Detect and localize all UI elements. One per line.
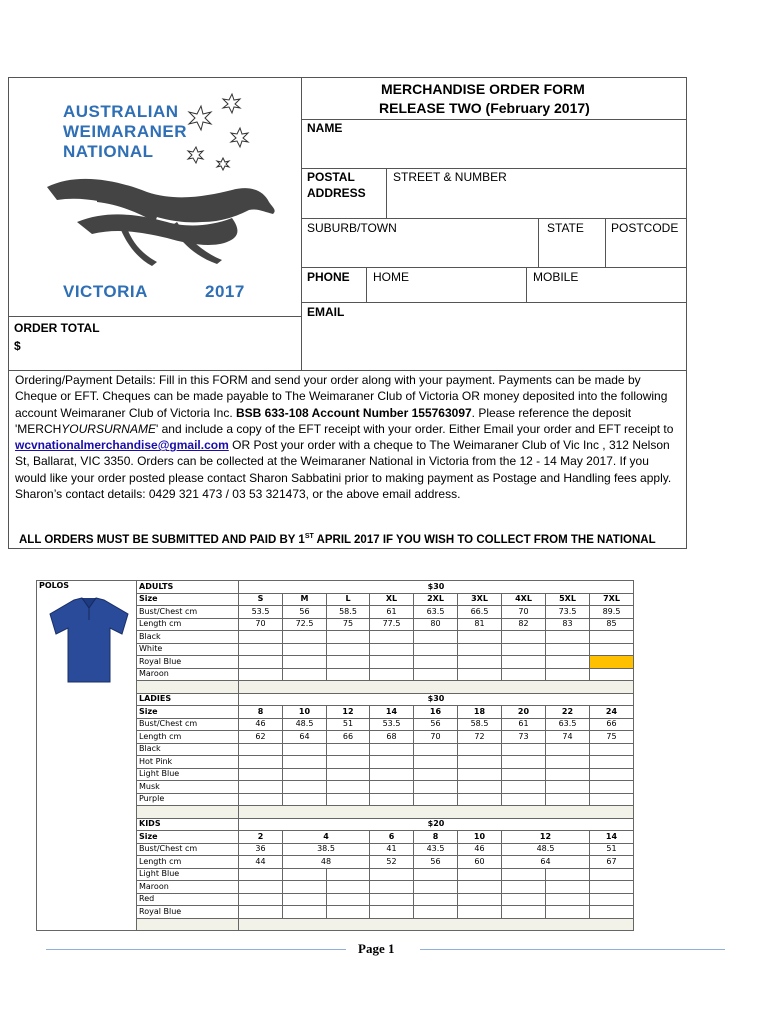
adults-qty-input[interactable] <box>327 668 370 681</box>
adults-length-3: 77.5 <box>370 618 414 631</box>
kids-length-6: 67 <box>590 856 634 869</box>
ladies-length-0: 62 <box>239 731 283 744</box>
adults-qty-input[interactable] <box>283 631 327 644</box>
kids-bust-1: 38.5 <box>283 843 370 856</box>
adults-colour-label: Maroon <box>137 668 239 681</box>
adults-qty-input[interactable] <box>370 643 414 656</box>
kids-colour-label: Red <box>137 893 239 906</box>
street-field[interactable] <box>387 184 687 217</box>
ladies-qty-input[interactable] <box>283 781 327 794</box>
section-gap <box>239 918 634 931</box>
suburb-label: SUBURB/TOWN <box>307 221 397 235</box>
adults-size-5: 3XL <box>458 593 502 606</box>
ladies-qty-input[interactable] <box>414 768 458 781</box>
adults-length-label: Length cm <box>137 618 239 631</box>
adults-bust-3: 61 <box>370 606 414 619</box>
ladies-length-6: 73 <box>502 731 546 744</box>
kids-qty-input[interactable] <box>458 893 502 906</box>
kids-qty-input[interactable] <box>370 893 414 906</box>
kids-qty-input[interactable] <box>414 868 458 881</box>
state-field[interactable] <box>539 236 605 266</box>
section-gap <box>137 681 239 694</box>
ladies-qty-input[interactable] <box>458 768 502 781</box>
kids-size-5: 12 <box>502 831 590 844</box>
ladies-qty-input[interactable] <box>239 793 283 806</box>
kids-bust-0: 36 <box>239 843 283 856</box>
kids-size-0: 2 <box>239 831 283 844</box>
adults-size-label: Size <box>137 593 239 606</box>
adults-length-6: 82 <box>502 618 546 631</box>
deadline-text-b: APRIL 2017 IF YOU WISH TO COLLECT FROM THE NATIONAL <box>313 533 656 546</box>
ladies-qty-input[interactable] <box>546 743 590 756</box>
star-icon <box>188 147 203 163</box>
section-gap <box>137 806 239 819</box>
ladies-colour-label: Purple <box>137 793 239 806</box>
adults-length-4: 80 <box>414 618 458 631</box>
ladies-qty-input[interactable] <box>239 743 283 756</box>
adults-qty-input[interactable] <box>458 643 502 656</box>
ladies-qty-input[interactable] <box>327 781 370 794</box>
logo-victoria: VICTORIA <box>63 282 148 301</box>
adults-qty-input[interactable] <box>370 656 414 669</box>
adults-bust-6: 70 <box>502 606 546 619</box>
state-label: STATE <box>547 221 584 235</box>
ladies-length-3: 68 <box>370 731 414 744</box>
ladies-size-3: 14 <box>370 706 414 719</box>
kids-qty-input[interactable] <box>502 881 546 894</box>
kids-size-4: 10 <box>458 831 502 844</box>
polos-label: POLOS <box>37 581 137 931</box>
order-form-header <box>8 77 687 549</box>
adults-qty-input[interactable] <box>590 643 634 656</box>
kids-size-1: 4 <box>283 831 370 844</box>
kids-qty-input[interactable] <box>327 893 370 906</box>
page-number: Page 1 <box>358 941 395 956</box>
ladies-size-5: 18 <box>458 706 502 719</box>
ladies-size-4: 16 <box>414 706 458 719</box>
adults-qty-input[interactable] <box>239 656 283 669</box>
ladies-size-6: 20 <box>502 706 546 719</box>
kids-qty-input[interactable] <box>414 893 458 906</box>
postcode-label: POSTCODE <box>611 221 679 235</box>
ladies-colour-label: Musk <box>137 781 239 794</box>
adults-price: $30 <box>239 581 634 594</box>
adults-qty-input[interactable] <box>546 668 590 681</box>
kids-length-4: 60 <box>458 856 502 869</box>
phone-label: PHONE <box>307 270 350 284</box>
bank-details: BSB 633-108 Account Number 155763097 <box>236 405 472 420</box>
adults-bust-5: 66.5 <box>458 606 502 619</box>
adults-qty-input[interactable] <box>546 643 590 656</box>
kids-qty-input[interactable] <box>370 881 414 894</box>
kids-colour-label: Royal Blue <box>137 906 239 919</box>
ladies-qty-input[interactable] <box>327 793 370 806</box>
adults-qty-input[interactable] <box>370 668 414 681</box>
ladies-bust-2: 51 <box>327 718 370 731</box>
kids-qty-input[interactable] <box>327 906 370 919</box>
ladies-qty-input[interactable] <box>502 768 546 781</box>
star-icon <box>231 128 248 147</box>
email-label: EMAIL <box>307 305 345 319</box>
ladies-qty-input[interactable] <box>327 768 370 781</box>
ladies-qty-input[interactable] <box>546 781 590 794</box>
kids-qty-input[interactable] <box>414 881 458 894</box>
mobile-phone-field[interactable] <box>579 268 687 301</box>
adults-length-0: 70 <box>239 618 283 631</box>
kids-qty-input[interactable] <box>327 881 370 894</box>
kids-qty-input[interactable] <box>283 868 327 881</box>
ladies-qty-input[interactable] <box>414 756 458 769</box>
adults-qty-input[interactable] <box>502 631 546 644</box>
ladies-qty-input[interactable] <box>590 768 634 781</box>
adults-length-8: 85 <box>590 618 634 631</box>
kids-bust-2: 41 <box>370 843 414 856</box>
name-field[interactable] <box>349 120 687 167</box>
adults-qty-input[interactable] <box>590 668 634 681</box>
kids-length-1: 48 <box>283 856 370 869</box>
ladies-qty-input[interactable] <box>590 781 634 794</box>
deadline-sup: ST <box>304 533 314 540</box>
kids-qty-input[interactable] <box>590 906 634 919</box>
adults-bust-7: 73.5 <box>546 606 590 619</box>
kids-qty-input[interactable] <box>502 893 546 906</box>
adults-qty-input[interactable] <box>414 631 458 644</box>
ladies-bust-label: Bust/Chest cm <box>137 718 239 731</box>
adults-title: ADULTS <box>137 581 239 594</box>
adults-qty-input[interactable] <box>502 643 546 656</box>
kids-qty-input[interactable] <box>458 881 502 894</box>
dog-illustration <box>37 92 287 277</box>
logo-line-3: NATIONAL <box>63 142 154 161</box>
star-icon <box>217 158 229 170</box>
ladies-qty-input[interactable] <box>458 781 502 794</box>
form-subtitle: RELEASE TWO (February 2017) <box>379 100 590 116</box>
payment-text-3: ' and include a copy of the EFT receipt with your order. Either Email your order and EFT receipt to <box>155 421 674 436</box>
adults-qty-input[interactable] <box>458 631 502 644</box>
adults-qty-input[interactable] <box>502 668 546 681</box>
polo-shirt-image <box>44 596 134 684</box>
adults-colour-label: White <box>137 643 239 656</box>
adults-length-2: 75 <box>327 618 370 631</box>
adults-size-6: 4XL <box>502 593 546 606</box>
ladies-bust-7: 63.5 <box>546 718 590 731</box>
adults-bust-8: 89.5 <box>590 606 634 619</box>
kids-bust-6: 51 <box>590 843 634 856</box>
ladies-qty-input[interactable] <box>458 793 502 806</box>
ladies-size-8: 24 <box>590 706 634 719</box>
name-label: NAME <box>307 121 343 135</box>
adults-qty-input[interactable] <box>546 631 590 644</box>
ladies-title: LADIES <box>137 693 239 706</box>
adults-qty-input[interactable] <box>327 643 370 656</box>
email-field[interactable] <box>302 320 687 369</box>
reference-name: YOURSURNAME <box>61 421 156 436</box>
ladies-qty-input[interactable] <box>283 743 327 756</box>
adults-qty-input[interactable] <box>458 668 502 681</box>
ladies-size-7: 22 <box>546 706 590 719</box>
kids-qty-input[interactable] <box>283 893 327 906</box>
ladies-qty-input[interactable] <box>590 793 634 806</box>
ladies-size-0: 8 <box>239 706 283 719</box>
kids-price: $20 <box>239 818 634 831</box>
kids-length-label: Length cm <box>137 856 239 869</box>
kids-size-6: 14 <box>590 831 634 844</box>
kids-length-5: 64 <box>502 856 590 869</box>
kids-qty-input[interactable] <box>239 881 283 894</box>
kids-qty-input[interactable] <box>327 868 370 881</box>
ladies-colour-label: Hot Pink <box>137 756 239 769</box>
ladies-qty-input[interactable] <box>239 768 283 781</box>
ladies-qty-input[interactable] <box>546 768 590 781</box>
street-label: STREET & NUMBER <box>393 170 507 184</box>
kids-size-label: Size <box>137 831 239 844</box>
ladies-qty-input[interactable] <box>283 768 327 781</box>
ladies-length-4: 70 <box>414 731 458 744</box>
adults-qty-input[interactable] <box>239 631 283 644</box>
kids-bust-5: 48.5 <box>502 843 590 856</box>
ladies-qty-input[interactable] <box>502 756 546 769</box>
ladies-size-1: 10 <box>283 706 327 719</box>
kids-colour-label: Maroon <box>137 881 239 894</box>
ladies-length-7: 74 <box>546 731 590 744</box>
ladies-bust-0: 46 <box>239 718 283 731</box>
adults-qty-input[interactable] <box>327 656 370 669</box>
kids-length-3: 56 <box>414 856 458 869</box>
ladies-price: $30 <box>239 693 634 706</box>
ladies-size-label: Size <box>137 706 239 719</box>
kids-qty-input[interactable] <box>239 868 283 881</box>
adults-qty-input[interactable] <box>239 668 283 681</box>
kids-qty-input[interactable] <box>370 906 414 919</box>
postcode-field[interactable] <box>606 236 687 266</box>
section-gap <box>239 681 634 694</box>
adults-bust-1: 56 <box>283 606 327 619</box>
adults-qty-input[interactable] <box>239 643 283 656</box>
adults-qty-input[interactable] <box>283 656 327 669</box>
home-label: HOME <box>373 270 409 284</box>
adults-size-0: S <box>239 593 283 606</box>
ladies-qty-input[interactable] <box>458 743 502 756</box>
kids-bust-label: Bust/Chest cm <box>137 843 239 856</box>
ladies-length-8: 75 <box>590 731 634 744</box>
adults-bust-label: Bust/Chest cm <box>137 606 239 619</box>
postal-label-1: POSTAL <box>307 170 355 184</box>
payment-text-4: OR Post your order with a cheque to The Weimaraner Club of Vic Inc , 312 Nelson St, Ballarat, VIC 3350. Orders can be collected at the Weimaraner National in Victoria from the 12 - 14 May 2017. If you would like your order posted please contact Sharon Sabbatini prior to making payment as Postage and Handling fees apply. Sharon’s contact details: 0429 321 473 / 03 53 321473, or the above email address. <box>15 438 672 502</box>
kids-bust-3: 43.5 <box>414 843 458 856</box>
ladies-qty-input[interactable] <box>414 781 458 794</box>
ladies-bust-4: 56 <box>414 718 458 731</box>
adults-size-2: L <box>327 593 370 606</box>
adults-size-8: 7XL <box>590 593 634 606</box>
adults-qty-input[interactable] <box>283 668 327 681</box>
kids-qty-input[interactable] <box>239 893 283 906</box>
adults-qty-input[interactable] <box>370 631 414 644</box>
adults-colour-label: Royal Blue <box>137 656 239 669</box>
ladies-qty-input[interactable] <box>370 768 414 781</box>
ladies-colour-label: Light Blue <box>137 768 239 781</box>
ladies-length-2: 66 <box>327 731 370 744</box>
adults-length-5: 81 <box>458 618 502 631</box>
kids-qty-input[interactable] <box>414 906 458 919</box>
kids-qty-input[interactable] <box>546 906 590 919</box>
adults-qty-input[interactable] <box>590 631 634 644</box>
ladies-qty-input[interactable] <box>546 793 590 806</box>
ladies-qty-input[interactable] <box>414 793 458 806</box>
ladies-qty-input[interactable] <box>283 793 327 806</box>
postal-label-2: ADDRESS <box>307 186 366 200</box>
mobile-label: MOBILE <box>533 270 579 284</box>
ladies-qty-input[interactable] <box>283 756 327 769</box>
kids-colour-label: Light Blue <box>137 868 239 881</box>
kids-qty-input[interactable] <box>546 881 590 894</box>
ladies-bust-8: 66 <box>590 718 634 731</box>
ladies-qty-input[interactable] <box>502 793 546 806</box>
star-icon <box>189 106 211 130</box>
club-logo <box>37 92 287 302</box>
ladies-qty-input[interactable] <box>370 793 414 806</box>
ladies-length-5: 72 <box>458 731 502 744</box>
kids-qty-input[interactable] <box>283 881 327 894</box>
kids-qty-input[interactable] <box>370 868 414 881</box>
ladies-qty-input[interactable] <box>327 756 370 769</box>
ladies-length-label: Length cm <box>137 731 239 744</box>
kids-size-2: 6 <box>370 831 414 844</box>
ladies-qty-input[interactable] <box>502 743 546 756</box>
kids-qty-input[interactable] <box>502 868 546 881</box>
payment-text-2: . Please reference the deposit 'MERCH <box>15 405 632 436</box>
kids-length-2: 52 <box>370 856 414 869</box>
ladies-size-2: 12 <box>327 706 370 719</box>
adults-qty-input[interactable] <box>327 631 370 644</box>
ladies-qty-input[interactable] <box>239 781 283 794</box>
section-gap <box>137 918 239 931</box>
ladies-qty-input[interactable] <box>370 756 414 769</box>
adults-length-7: 83 <box>546 618 590 631</box>
kids-qty-input[interactable] <box>239 906 283 919</box>
adults-qty-input[interactable] <box>414 668 458 681</box>
kids-length-0: 44 <box>239 856 283 869</box>
adults-qty-input[interactable] <box>283 643 327 656</box>
kids-bust-4: 46 <box>458 843 502 856</box>
adults-qty-input[interactable] <box>502 656 546 669</box>
ladies-bust-6: 61 <box>502 718 546 731</box>
adults-qty-input[interactable] <box>414 656 458 669</box>
ladies-qty-input[interactable] <box>458 756 502 769</box>
adults-qty-input[interactable] <box>590 656 634 669</box>
ladies-bust-5: 58.5 <box>458 718 502 731</box>
kids-qty-input[interactable] <box>590 868 634 881</box>
kids-qty-input[interactable] <box>283 906 327 919</box>
order-total-label: ORDER TOTAL <box>14 321 100 335</box>
star-icon <box>223 94 240 113</box>
merch-email-link[interactable]: wcvnationalmerchandise@gmail.com <box>15 438 229 453</box>
home-phone-field[interactable] <box>409 268 525 301</box>
ladies-qty-input[interactable] <box>370 743 414 756</box>
ladies-bust-3: 53.5 <box>370 718 414 731</box>
ladies-colour-label: Black <box>137 743 239 756</box>
deadline-text-a: ALL ORDERS MUST BE SUBMITTED AND PAID BY 1 <box>19 533 305 546</box>
adults-size-1: M <box>283 593 327 606</box>
adults-size-4: 2XL <box>414 593 458 606</box>
adults-size-3: XL <box>370 593 414 606</box>
ladies-qty-input[interactable] <box>590 756 634 769</box>
adults-bust-0: 53.5 <box>239 606 283 619</box>
adults-qty-input[interactable] <box>546 656 590 669</box>
adults-size-7: 5XL <box>546 593 590 606</box>
kids-qty-input[interactable] <box>546 893 590 906</box>
kids-qty-input[interactable] <box>458 868 502 881</box>
form-title: MERCHANDISE ORDER FORM <box>381 81 585 97</box>
adults-length-1: 72.5 <box>283 618 327 631</box>
kids-qty-input[interactable] <box>590 881 634 894</box>
logo-line-1: AUSTRALIAN <box>63 102 179 121</box>
ladies-qty-input[interactable] <box>327 743 370 756</box>
ladies-qty-input[interactable] <box>502 781 546 794</box>
section-gap <box>239 806 634 819</box>
payment-details <box>15 372 681 502</box>
kids-qty-input[interactable] <box>546 868 590 881</box>
kids-qty-input[interactable] <box>502 906 546 919</box>
kids-title: KIDS <box>137 818 239 831</box>
logo-line-2: WEIMARANER <box>63 122 187 141</box>
ladies-qty-input[interactable] <box>546 756 590 769</box>
suburb-field[interactable] <box>302 236 538 266</box>
ladies-qty-input[interactable] <box>370 781 414 794</box>
kids-size-3: 8 <box>414 831 458 844</box>
ladies-length-1: 64 <box>283 731 327 744</box>
ladies-qty-input[interactable] <box>590 743 634 756</box>
kids-qty-input[interactable] <box>590 893 634 906</box>
table-row <box>37 581 634 594</box>
adults-colour-label: Black <box>137 631 239 644</box>
payment-text-1: Ordering/Payment Details: Fill in this FORM and send your order along with your payment. Payments can be made by Cheque or EFT. Cheques can be made payable to The Weimaraner Club of Victoria OR money deposited into the following account Weimaraner Club of Victoria Inc. <box>15 373 668 420</box>
deadline-notice <box>19 533 656 546</box>
kids-qty-input[interactable] <box>458 906 502 919</box>
adults-qty-input[interactable] <box>414 643 458 656</box>
order-total-value[interactable]: $ <box>14 339 21 353</box>
ladies-bust-1: 48.5 <box>283 718 327 731</box>
ladies-qty-input[interactable] <box>239 756 283 769</box>
adults-bust-2: 58.5 <box>327 606 370 619</box>
adults-bust-4: 63.5 <box>414 606 458 619</box>
ladies-qty-input[interactable] <box>414 743 458 756</box>
logo-year: 2017 <box>205 282 245 301</box>
adults-qty-input[interactable] <box>458 656 502 669</box>
